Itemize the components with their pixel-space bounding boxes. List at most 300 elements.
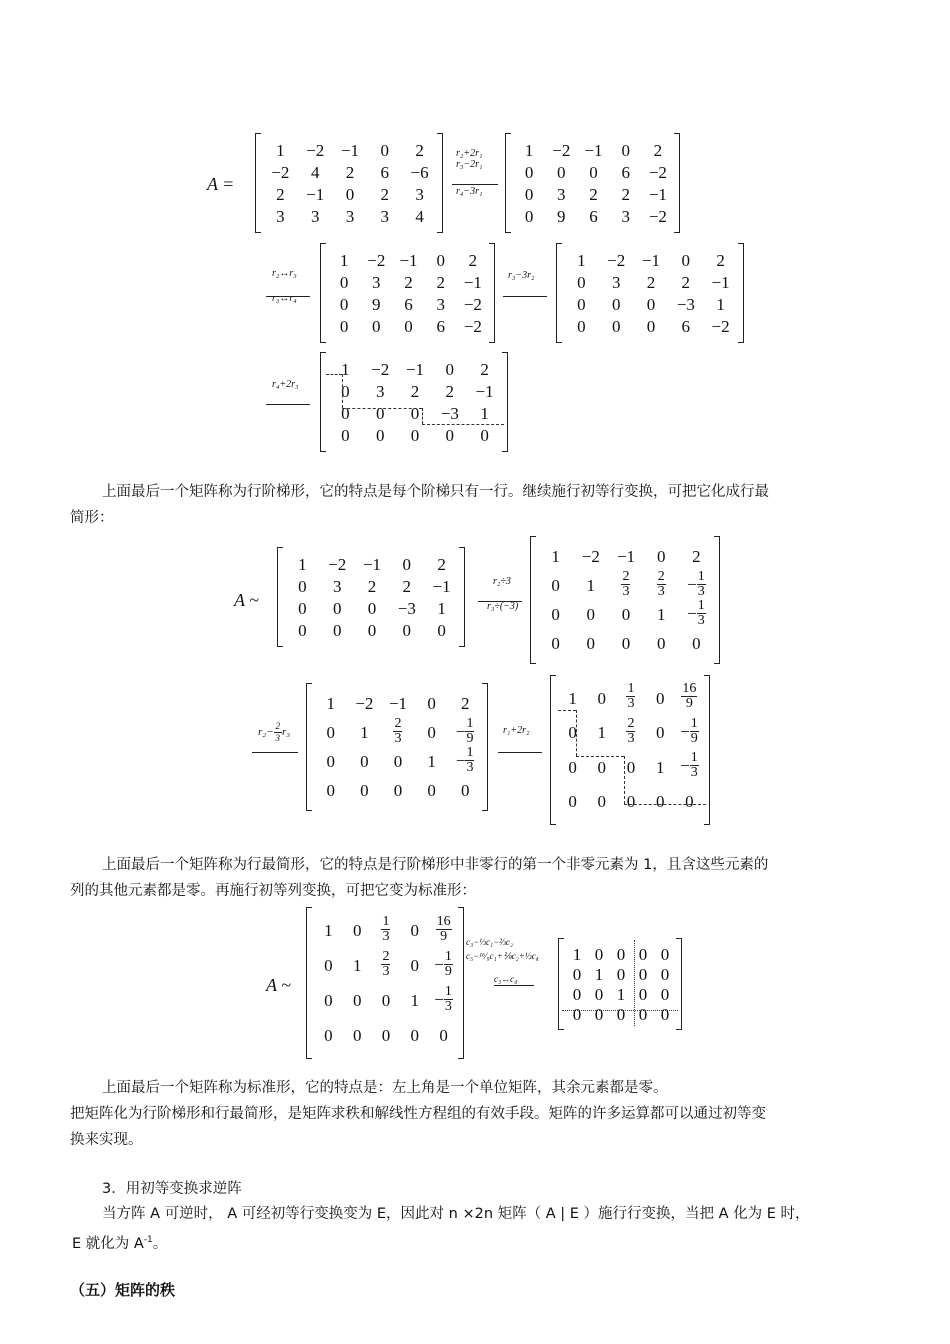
matrix-cell: 3 xyxy=(380,206,390,226)
matrix-cell: 0 xyxy=(655,792,665,812)
staircase-line xyxy=(576,756,624,757)
matrix-cell: 0 xyxy=(480,425,489,445)
staircase-line xyxy=(342,408,422,409)
op-text: r₂↔r₃ xyxy=(272,268,297,279)
matrix-cell: −1 xyxy=(584,140,603,160)
matrix-cell: $\frac{2}{3}$ xyxy=(622,568,630,599)
matrix-label-a-1: A = xyxy=(207,174,235,194)
matrix-cell: 0 xyxy=(298,620,307,640)
row-ops-7 xyxy=(503,725,529,736)
matrix-cell: 1 xyxy=(437,598,446,618)
matrix-cell: 1 xyxy=(594,964,604,984)
matrix-cell: 1 xyxy=(572,944,582,964)
matrix-cell: 0 xyxy=(656,634,666,653)
matrix-cell: 0 xyxy=(326,781,336,800)
matrix-cell: 0 xyxy=(568,757,577,777)
matrix-cell: 0 xyxy=(597,688,607,708)
matrix-cell: 3 xyxy=(415,184,424,204)
matrix-cell: −3 xyxy=(440,403,459,423)
paragraph-reduced-form-cont: 列的其他元素都是零。再施行初等列变换，可把它变为标准形： xyxy=(70,883,476,899)
matrix-cell: 3 xyxy=(375,381,385,401)
matrix-cell: − $\frac{1}{3}$ xyxy=(680,750,698,781)
transform-arrow xyxy=(252,752,298,753)
matrix-cell: $\frac{2}{3}$ xyxy=(394,715,402,746)
matrix-cell: 0 xyxy=(660,984,670,1004)
matrix-cell: 0 xyxy=(402,554,412,574)
left-bracket xyxy=(306,907,312,1059)
matrix-cell: 3 xyxy=(345,206,355,226)
matrix-cell: 0 xyxy=(437,620,446,640)
matrix-cell: −2 xyxy=(328,554,347,574)
matrix-cell: 0 xyxy=(577,294,586,314)
row-ops-2 xyxy=(272,268,297,304)
matrix-a xyxy=(255,133,443,233)
matrix-cell: 0 xyxy=(352,991,362,1010)
inverse-text: E 就化为 A xyxy=(72,1235,144,1252)
matrix-cell: $\frac{1}{3}$ xyxy=(382,913,390,944)
matrix-cell: 0 xyxy=(298,576,307,596)
transform-arrow xyxy=(266,404,310,405)
transform-arrow xyxy=(498,752,542,753)
matrix-cell: 0 xyxy=(524,162,534,182)
matrix-cell: −1 xyxy=(306,184,325,204)
right-bracket xyxy=(458,907,464,1059)
matrix-cell: −2 xyxy=(648,162,667,182)
matrix-cell: 3 xyxy=(332,576,342,596)
matrix-cell: −2 xyxy=(648,206,667,226)
staircase-line xyxy=(342,374,343,408)
right-bracket xyxy=(714,536,720,664)
staircase-line xyxy=(624,804,706,805)
matrix-cell: 0 xyxy=(616,964,626,984)
row-ops-3 xyxy=(508,270,534,281)
paragraph-row-echelon-cont: 简形： xyxy=(70,510,114,526)
matrix-cell: −2 xyxy=(552,140,571,160)
matrix-cell: 0 xyxy=(381,991,391,1010)
matrix-cell: 0 xyxy=(380,140,390,160)
matrix-cell: 0 xyxy=(646,316,656,336)
matrix-cell: 2 xyxy=(415,140,424,160)
matrix-cell: 0 xyxy=(393,781,403,800)
matrix-cell: 0 xyxy=(660,964,670,984)
right-bracket xyxy=(738,243,744,343)
inverse-superscript: -1 xyxy=(143,1235,153,1245)
left-bracket xyxy=(505,133,511,233)
op-text: r₃↔r₄ xyxy=(272,293,297,304)
matrix-cell: 0 xyxy=(360,752,369,771)
matrix-cell: 0 xyxy=(621,634,631,653)
matrix-cell: 0 xyxy=(638,984,648,1004)
matrix-cell: 1 xyxy=(324,921,333,940)
matrix-cell: 1 xyxy=(716,294,725,314)
matrix-cell: −1 xyxy=(475,381,494,401)
matrix-cell: 0 xyxy=(681,250,691,270)
matrix-cell: 0 xyxy=(324,956,333,975)
paragraph-row-echelon: 上面最后一个矩阵称为行阶梯形，它的特点是每个阶梯只有一行。继续施行初等行变换，可把它化成行最 xyxy=(102,484,769,500)
matrix-cell: $\frac{2}{3}$ xyxy=(382,948,390,979)
right-bracket xyxy=(676,938,682,1030)
matrix-cell: 0 xyxy=(586,605,596,624)
matrix-cell: 0 xyxy=(621,605,631,624)
matrix-cell: 0 xyxy=(375,403,385,423)
op-text: r₃ xyxy=(282,726,291,739)
matrix-cell: 0 xyxy=(326,723,336,742)
matrix-cell: 0 xyxy=(656,547,666,566)
section-heading-rank: （五）矩阵的秩 xyxy=(70,1281,176,1299)
matrix-cell: $\frac{1}{3}$ xyxy=(627,681,635,712)
matrix-cell: 2 xyxy=(276,184,285,204)
op-text: r₃−3r₂ xyxy=(508,270,535,281)
matrix-cell: −2 xyxy=(607,250,626,270)
matrix-cell: −1 xyxy=(432,576,451,596)
matrix-cell: 4 xyxy=(415,206,424,226)
matrix-cell: 0 xyxy=(616,944,626,964)
matrix-cell: 0 xyxy=(655,723,665,743)
matrix-cell: −1 xyxy=(388,694,408,713)
row-ops-6 xyxy=(258,722,290,743)
matrix-cell: 2 xyxy=(681,272,691,292)
matrix-cell: 0 xyxy=(445,425,455,445)
matrix-cell: 0 xyxy=(410,1026,420,1045)
left-bracket xyxy=(558,938,564,1030)
matrix-reduced-row-echelon xyxy=(550,675,710,825)
paragraph-reduced-form: 上面最后一个矩阵称为行最简形，它的特点是行阶梯形中非零行的第一个非零元素为 1，且含这些元素的 xyxy=(102,857,769,873)
matrix-cell: 0 xyxy=(551,605,560,624)
partition-line xyxy=(562,1010,678,1011)
matrix-cell: $\frac{2}{3}$ xyxy=(627,715,635,746)
matrix-cell: 0 xyxy=(427,723,436,742)
matrix-cell: $\frac{16}{9}$ xyxy=(436,913,451,944)
right-bracket xyxy=(674,133,680,233)
matrix-cell: 9 xyxy=(372,294,381,314)
matrix-cell: 1 xyxy=(298,554,307,574)
matrix-cell: −2 xyxy=(367,250,386,270)
matrix-cell: 0 xyxy=(332,620,342,640)
right-bracket xyxy=(482,683,488,811)
op-text: r₄−3r₁ xyxy=(456,186,483,197)
matrix-cell: −1 xyxy=(362,554,382,574)
left-bracket xyxy=(320,243,326,343)
paragraph-usage: 把矩阵化为行阶梯形和行最简形，是矩阵求秩和解线性方程组的有效手段。矩阵的许多运算都可以通过初等变 xyxy=(70,1106,766,1122)
matrix-cell: 0 xyxy=(597,792,607,812)
left-bracket xyxy=(277,547,283,647)
matrix-cell: 6 xyxy=(404,294,413,314)
matrix-cell: 0 xyxy=(572,984,582,1004)
matrix-cell: $\frac{2}{3}$ xyxy=(657,568,665,599)
matrix-cell: 0 xyxy=(339,294,349,314)
matrix-cell: − $\frac{1}{3}$ xyxy=(687,597,705,628)
matrix-cell: −2 xyxy=(581,547,600,566)
matrix-cell: −2 xyxy=(463,294,482,314)
matrix-cell: −3 xyxy=(397,598,416,618)
transform-arrow xyxy=(452,184,498,185)
matrix-cell: 0 xyxy=(638,964,648,984)
matrix-cell: 0 xyxy=(393,752,403,771)
staircase-line xyxy=(558,710,576,711)
matrix-cell: 0 xyxy=(360,781,369,800)
matrix-cell: 0 xyxy=(298,598,307,618)
paragraph-standard-form: 上面最后一个矩阵称为标准形，它的特点是：左上角是一个单位矩阵，其余元素都是零。 xyxy=(102,1080,668,1096)
matrix-cell: − $\frac{1}{3}$ xyxy=(455,744,474,775)
matrix-cell: −2 xyxy=(355,694,374,713)
row-ops-5 xyxy=(487,576,518,612)
right-bracket xyxy=(502,352,508,452)
matrix-cell: 2 xyxy=(480,359,489,379)
matrix-cell: 3 xyxy=(372,272,381,292)
matrix-cell: 0 xyxy=(524,184,534,204)
matrix-cell: − $\frac{1}{3}$ xyxy=(687,568,705,599)
matrix-cell: 0 xyxy=(524,206,534,226)
matrix-cell: 0 xyxy=(410,921,420,940)
matrix-cell: 0 xyxy=(646,294,656,314)
matrix-cell: 0 xyxy=(341,381,350,401)
matrix-cell: 1 xyxy=(655,757,665,777)
matrix-cell: 1 xyxy=(551,547,560,566)
staircase-line xyxy=(422,424,504,425)
matrix-cell: 1 xyxy=(586,576,596,595)
matrix-cell: 1 xyxy=(480,403,489,423)
matrix-cell: 0 xyxy=(616,1004,626,1024)
matrix-cell: 0 xyxy=(611,294,621,314)
paragraph-inverse: 当方阵 A 可逆时， A 可经初等行变换变为 E，因此对 n ×2n 矩阵（ A | E ）施行行变换，当把 A 化为 E 时， xyxy=(102,1206,810,1222)
matrix-cell: 1 xyxy=(352,956,362,975)
right-bracket xyxy=(489,243,495,343)
matrix-cell: 0 xyxy=(427,781,436,800)
matrix-step-2 xyxy=(505,133,680,233)
matrix-cell: 3 xyxy=(310,206,320,226)
matrix-cell: 6 xyxy=(589,206,598,226)
matrix-cell: 3 xyxy=(436,294,445,314)
matrix-cell: 0 xyxy=(339,316,349,336)
matrix-cell: 0 xyxy=(352,921,362,940)
matrix-cell: 0 xyxy=(404,316,413,336)
matrix-cell: −2 xyxy=(711,316,730,336)
matrix-cell: 1 xyxy=(568,688,577,708)
matrix-step-8 xyxy=(306,683,488,811)
staircase-line xyxy=(576,710,577,756)
matrix-label-a-3: A ~ xyxy=(266,975,291,995)
right-bracket xyxy=(704,675,710,825)
matrix-cell: 2 xyxy=(460,694,470,713)
matrix-cell: 0 xyxy=(621,140,630,160)
matrix-cell: 6 xyxy=(436,316,445,336)
matrix-cell: 0 xyxy=(352,1026,362,1045)
op-text: r₃−2r₁ xyxy=(456,159,483,170)
left-bracket xyxy=(556,243,562,343)
matrix-cell: 0 xyxy=(367,598,377,618)
matrix-cell: 2 xyxy=(345,162,355,182)
matrix-cell: − $\frac{1}{9}$ xyxy=(434,948,452,979)
matrix-cell: 0 xyxy=(589,162,598,182)
matrix-cell: 0 xyxy=(324,991,333,1010)
op-text: r₄+2r₃ xyxy=(272,379,299,390)
matrix-cell: −1 xyxy=(616,547,636,566)
matrix-cell: 0 xyxy=(577,272,586,292)
op-fraction: $\frac{2}{3}$ xyxy=(275,721,281,743)
matrix-cell: 2 xyxy=(653,140,663,160)
op-text: r₂− xyxy=(258,726,274,739)
op-text: c₅−¹⁶⁄₉c₁+⅑c₂+⅓c₄ xyxy=(466,950,539,961)
matrix-cell: 0 xyxy=(594,1004,604,1024)
matrix-cell: 6 xyxy=(681,316,691,336)
matrix-cell: 0 xyxy=(372,316,381,336)
matrix-standard-form xyxy=(558,938,682,1030)
matrix-cell: 2 xyxy=(410,381,420,401)
matrix-cell: 0 xyxy=(436,250,445,270)
matrix-cell: 0 xyxy=(427,694,436,713)
row-ops-1 xyxy=(456,148,482,197)
matrix-cell: 0 xyxy=(572,1004,582,1024)
matrix-cell: 2 xyxy=(445,381,455,401)
matrix-cell: −2 xyxy=(271,162,290,182)
row-ops-4 xyxy=(272,379,298,390)
matrix-cell: 0 xyxy=(568,792,577,812)
matrix-cell: 0 xyxy=(594,944,604,964)
matrix-cell: 3 xyxy=(621,206,630,226)
matrix-cell: 0 xyxy=(439,1026,448,1045)
matrix-cell: −3 xyxy=(676,294,695,314)
matrix-cell: 3 xyxy=(611,272,621,292)
matrix-cell: 0 xyxy=(460,781,470,800)
matrix-cell: 1 xyxy=(524,140,534,160)
matrix-step-7 xyxy=(530,536,720,664)
transform-arrow xyxy=(266,296,310,297)
matrix-cell: 0 xyxy=(557,162,566,182)
left-bracket xyxy=(530,536,536,664)
matrix-cell: 6 xyxy=(380,162,390,182)
matrix-cell: 2 xyxy=(589,184,598,204)
op-text: r₁+2r₂ xyxy=(503,725,530,736)
inverse-text-end: 。 xyxy=(152,1235,168,1252)
matrix-cell: 2 xyxy=(646,272,656,292)
op-text: r₃÷(−3) xyxy=(487,601,519,612)
matrix-cell: −1 xyxy=(463,272,482,292)
matrix-cell: 0 xyxy=(660,1004,670,1024)
matrix-cell: 0 xyxy=(367,620,377,640)
matrix-cell: 0 xyxy=(586,634,596,653)
matrix-cell: −2 xyxy=(371,359,390,379)
op-text: r₂÷3 xyxy=(493,576,511,587)
matrix-cell: 0 xyxy=(341,425,350,445)
matrix-cell: 0 xyxy=(638,1004,648,1024)
matrix-step-4 xyxy=(556,243,744,343)
matrix-cell: 2 xyxy=(404,272,413,292)
matrix-cell: 0 xyxy=(410,403,420,423)
matrix-cell: 0 xyxy=(324,1026,333,1045)
matrix-cell: −2 xyxy=(306,140,325,160)
matrix-cell: 1 xyxy=(616,984,626,1004)
matrix-cell: 2 xyxy=(621,184,630,204)
paragraph-usage-cont: 换来实现。 xyxy=(70,1132,143,1148)
matrix-cell: −1 xyxy=(399,250,418,270)
matrix-cell: 0 xyxy=(402,620,412,640)
matrix-cell: 0 xyxy=(660,944,670,964)
op-text: c₃−⅓c₁−⅔c₂ xyxy=(466,937,514,947)
matrix-cell: 2 xyxy=(367,576,377,596)
matrix-cell: −1 xyxy=(641,250,661,270)
matrix-cell: − $\frac{1}{3}$ xyxy=(434,983,452,1014)
staircase-line xyxy=(326,374,342,375)
op-text: r₂+2r₁ xyxy=(456,148,483,159)
transform-arrow xyxy=(503,296,547,297)
matrix-cell: −1 xyxy=(340,140,360,160)
matrix-cell: 1 xyxy=(276,140,285,160)
matrix-cell: 0 xyxy=(332,598,342,618)
matrix-cell: 0 xyxy=(375,425,385,445)
matrix-cell: 0 xyxy=(339,272,349,292)
partition-line xyxy=(634,940,635,1026)
paragraph-inverse-cont xyxy=(72,1227,167,1257)
matrix-cell: 1 xyxy=(339,250,349,270)
matrix-cell: 0 xyxy=(572,964,582,984)
matrix-cell: 0 xyxy=(341,403,350,423)
matrix-cell: 1 xyxy=(577,250,586,270)
matrix-step-3 xyxy=(320,243,495,343)
left-bracket xyxy=(320,352,326,452)
matrix-cell: 2 xyxy=(437,554,446,574)
matrix-cell: 0 xyxy=(611,316,621,336)
section-title-inverse: 3．用初等变换求逆阵 xyxy=(102,1181,242,1197)
matrix-cell: − $\frac{1}{9}$ xyxy=(680,715,698,746)
matrix-cell: 0 xyxy=(655,688,665,708)
transform-arrow xyxy=(478,601,522,602)
left-bracket xyxy=(550,675,556,825)
matrix-cell: 1 xyxy=(341,359,350,379)
matrix-cell: 2 xyxy=(692,547,701,566)
matrix-cell: 6 xyxy=(621,162,630,182)
matrix-cell: 0 xyxy=(568,723,577,743)
matrix-cell: 1 xyxy=(410,991,420,1010)
matrix-cell: 0 xyxy=(594,984,604,1004)
matrix-cell: 2 xyxy=(468,250,478,270)
matrix-cell: 0 xyxy=(597,757,607,777)
matrix-cell: −2 xyxy=(463,316,482,336)
matrix-cell: 1 xyxy=(597,723,607,743)
matrix-cell: 0 xyxy=(638,944,648,964)
matrix-cell: 2 xyxy=(380,184,390,204)
matrix-cell: 2 xyxy=(402,576,412,596)
matrix-cell: −1 xyxy=(405,359,425,379)
right-bracket xyxy=(459,547,465,647)
matrix-cell: 9 xyxy=(557,206,566,226)
left-bracket xyxy=(306,683,312,811)
matrix-cell: 4 xyxy=(310,162,320,182)
matrix-cell: 3 xyxy=(276,206,285,226)
staircase-line xyxy=(422,408,423,424)
matrix-cell: 0 xyxy=(551,576,560,595)
matrix-cell: 0 xyxy=(410,425,420,445)
matrix-cell: 1 xyxy=(656,605,666,624)
matrix-cell: 0 xyxy=(551,634,560,653)
matrix-cell: −6 xyxy=(410,162,429,182)
matrix-echelon-copy xyxy=(277,547,465,647)
op-text: c₃↔c₄ xyxy=(494,974,518,984)
matrix-cell: 0 xyxy=(685,792,694,812)
matrix-cell: 0 xyxy=(626,757,636,777)
left-bracket xyxy=(255,133,261,233)
matrix-cell: 0 xyxy=(577,316,586,336)
matrix-cell: $\frac{16}{9}$ xyxy=(682,681,697,712)
matrix-cell: 0 xyxy=(626,792,636,812)
matrix-cell: 0 xyxy=(410,956,420,975)
matrix-cell: 0 xyxy=(326,752,336,771)
matrix-cell: 1 xyxy=(326,694,336,713)
matrix-cell: 0 xyxy=(445,359,455,379)
matrix-cell: 2 xyxy=(716,250,725,270)
matrix-row-echelon xyxy=(320,352,508,452)
matrix-label-a-2: A ~ xyxy=(234,590,259,610)
matrix-rref-copy xyxy=(306,907,464,1059)
